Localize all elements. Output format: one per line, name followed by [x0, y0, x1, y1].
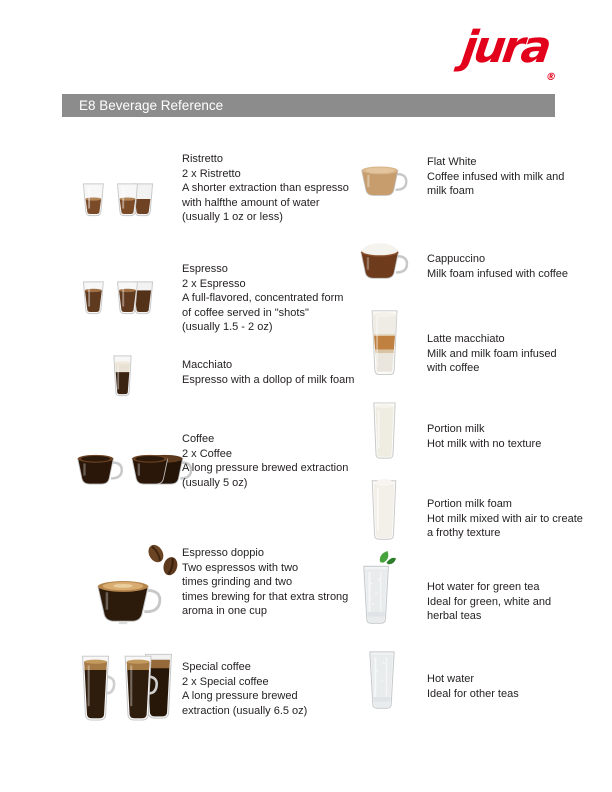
beverage-entry-latte-macchiato — [427, 332, 557, 376]
beverage-line: herbal teas — [427, 610, 482, 622]
coffee-cups-icon — [74, 450, 192, 490]
beverage-line: times brewing for that extra strong — [182, 590, 349, 603]
beverage-line: Milk foam infused with coffee — [427, 267, 569, 280]
beverage-line: A full-flavored, concentrated form — [182, 292, 344, 304]
beverage-title: Portion milk — [427, 423, 485, 435]
beverage-entry-ristretto — [182, 152, 349, 225]
beverage-title: Espresso — [182, 263, 228, 275]
beverage-title: Portion milk foam — [427, 498, 512, 510]
beverage-title: Flat White — [427, 156, 477, 168]
beverage-entry-coffee — [182, 432, 348, 490]
beverage-entry-hot-water-green-tea — [427, 580, 551, 624]
beverage-title: Macchiato — [182, 359, 233, 371]
beverage-line: Espresso with a dollop of milk foam — [182, 373, 355, 386]
hot-water-glass-icon — [365, 650, 399, 712]
section-header-bar — [62, 94, 555, 117]
beverage-title: Cappuccino — [427, 253, 486, 265]
beverage-title: Espresso doppio — [182, 547, 264, 559]
beverage-line: Ideal for green, white and — [427, 595, 552, 608]
beverage-entry-macchiato — [182, 358, 354, 387]
beverage-line: 2 x Ristretto — [182, 167, 241, 180]
espresso-glasses-icon — [78, 280, 158, 316]
beverage-title: Hot water — [427, 673, 475, 685]
beverage-line: of coffee served in "shots" — [182, 306, 309, 319]
portion-milk-foam-glass-icon — [367, 477, 401, 543]
beverage-entry-espresso — [182, 262, 343, 335]
beverage-entry-special-coffee — [182, 660, 307, 718]
beverage-line: a frothy texture — [427, 527, 501, 539]
beverage-line: 2 x Coffee — [182, 447, 232, 460]
beverage-entry-espresso-doppio — [182, 546, 348, 619]
beverage-entry-hot-water — [427, 672, 519, 701]
beverage-line: Hot milk mixed with air to create — [427, 512, 583, 525]
beverage-line: (usually 5 oz) — [182, 476, 248, 489]
beverage-title: Special coffee — [182, 661, 251, 673]
beverage-title: Latte macchiato — [427, 333, 505, 345]
cappuccino-cup-icon — [356, 240, 412, 284]
beverage-line: aroma in one cup — [182, 605, 267, 617]
espresso-doppio-icon — [93, 542, 185, 629]
beverage-title: Coffee — [182, 433, 215, 445]
jura-logo — [433, 22, 563, 100]
beverage-entry-portion-milk — [427, 422, 541, 451]
beverage-line: A long pressure brewed extraction — [182, 462, 349, 474]
beverage-line: with halfthe amount of water — [182, 196, 320, 209]
beverage-line: Ideal for other teas — [427, 687, 519, 700]
beverage-line: (usually 1.5 - 2 oz) — [182, 321, 273, 333]
beverage-title: Hot water for green tea — [427, 581, 540, 593]
page-title: E8 Beverage Reference — [79, 98, 224, 113]
portion-milk-glass-icon — [369, 401, 400, 461]
latte-macchiato-glass-icon — [366, 309, 403, 381]
special-coffee-mugs-icon — [77, 652, 177, 727]
beverage-line: A long pressure brewed — [182, 690, 298, 702]
macchiato-glass-icon — [110, 354, 135, 398]
beverage-line: milk foam — [427, 185, 475, 197]
beverage-line: Milk and milk foam infused — [427, 347, 557, 360]
beverage-line: Coffee infused with milk and — [427, 170, 565, 183]
beverage-title: Ristretto — [182, 153, 223, 165]
beverage-line: 2 x Espresso — [182, 277, 246, 290]
beverage-line: Two espressos with two — [182, 561, 299, 574]
ristretto-glasses-icon — [78, 182, 158, 218]
beverage-entry-flat-white — [427, 155, 564, 199]
beverage-line: extraction (usually 6.5 oz) — [182, 704, 308, 717]
beverage-entry-cappuccino — [427, 252, 568, 281]
beverage-line: Hot milk with no texture — [427, 437, 542, 450]
green-tea-glass-icon — [359, 551, 397, 629]
beverage-line: with coffee — [427, 362, 480, 374]
flat-white-cup-icon — [357, 162, 411, 201]
beverage-line: times grinding and two — [182, 576, 293, 588]
beverage-entry-portion-milk-foam — [427, 497, 583, 541]
beverage-line: (usually 1 oz or less) — [182, 211, 283, 223]
beverage-line: 2 x Special coffee — [182, 675, 269, 688]
jura-logo-text: jura — [458, 22, 552, 73]
registered-mark: ® — [545, 72, 557, 83]
beverage-line: A shorter extraction than espresso — [182, 182, 349, 194]
